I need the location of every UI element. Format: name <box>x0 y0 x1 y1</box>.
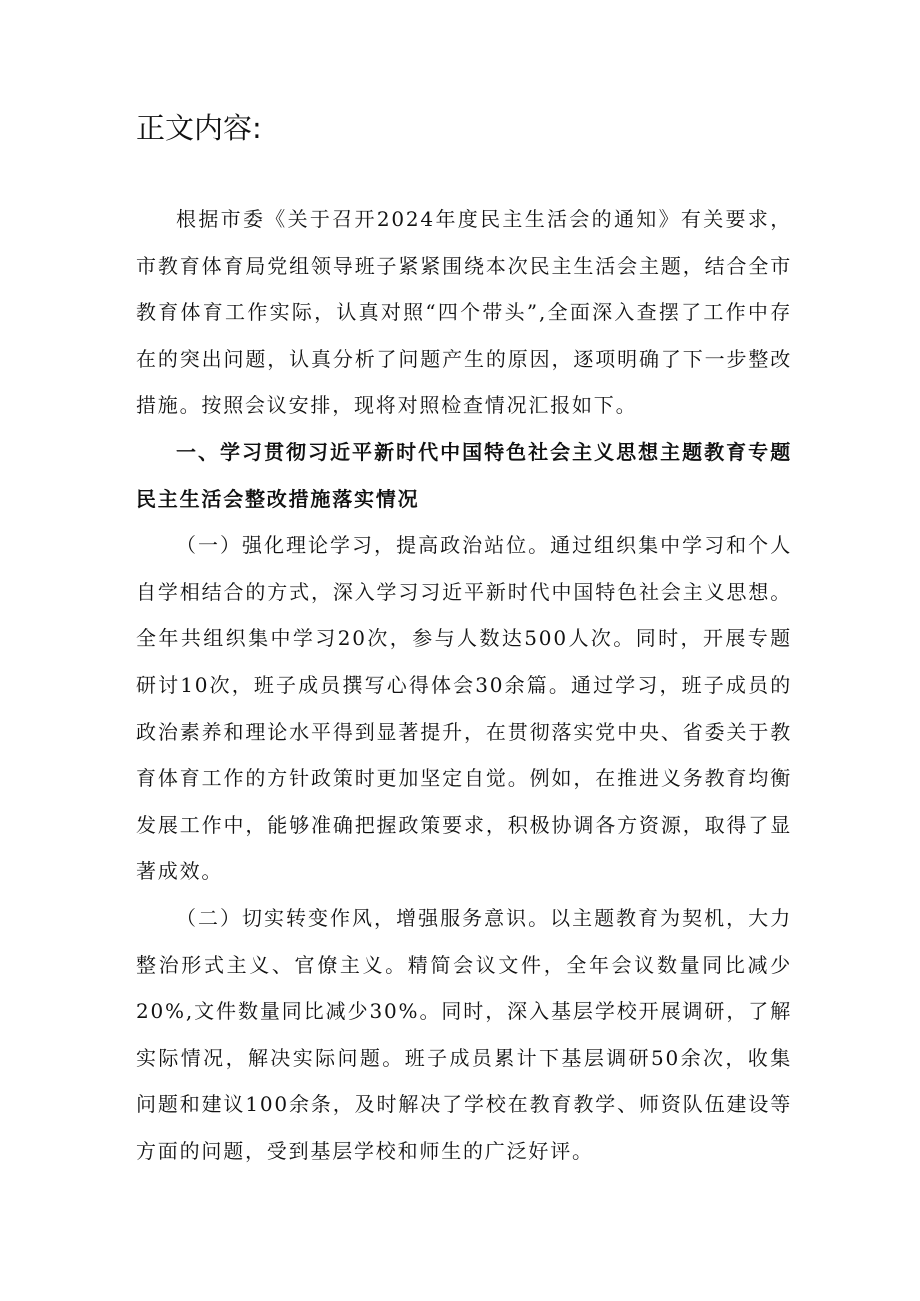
subsection-1-text: 通过组织集中学习和个人自学相结合的方式，深入学习习近平新时代中国特色社会主义思想。全年共组织集中学习20次，参与人数达500人次。同时，开展专题研讨10次，班子成员撰写心得体会30余篇。通过学习，班子成员的政治素养和理论水平得到显著提升，在贯彻落实党中央、省委关于教育体育工作的方针政策时更加坚定自觉。例如，在推进义务教育均衡发展工作中，能够准确把握政策要求，积极协调各方资源，取得了显著成效。 <box>136 533 792 884</box>
section-1-heading: 一、学习贯彻习近平新时代中国特色社会主义思想主题教育专题民主生活会整改措施落实情况 <box>136 439 792 511</box>
subsection-2-text: 以主题教育为契机，大力整治形式主义、官僚主义。精简会议文件，全年会议数量同比减少20%,文件数量同比减少30%。同时，深入基层学校开展调研，了解实际情况，解决实际问题。班子成员累计下基层调研50余次，收集问题和建议100余条，及时解决了学校在教育教学、师资队伍建设等方面的问题，受到基层学校和师生的广泛好评。 <box>136 905 792 1163</box>
intro-paragraph: 根据市委《关于召开2024年度民主生活会的通知》有关要求，市教育体育局党组领导班子紧紧围绕本次民主生活会主题，结合全市教育体育工作实际，认真对照“四个带头”,全面深入查摆了工作中存在的突出问题，认真分析了问题产生的原因，逐项明确了下一步整改措施。按照会议安排，现将对照检查情况汇报如下。 <box>136 207 792 418</box>
subsection-1-label: （一）强化理论学习，提高政治站位。 <box>176 533 551 558</box>
page-heading: 正文内容: <box>136 111 262 145</box>
document-body <box>136 196 792 1174</box>
subsection-1-paragraph <box>136 522 792 895</box>
subsection-2-paragraph <box>136 895 792 1175</box>
subsection-2-label: （二）切实转变作风，增强服务意识。 <box>176 905 551 930</box>
